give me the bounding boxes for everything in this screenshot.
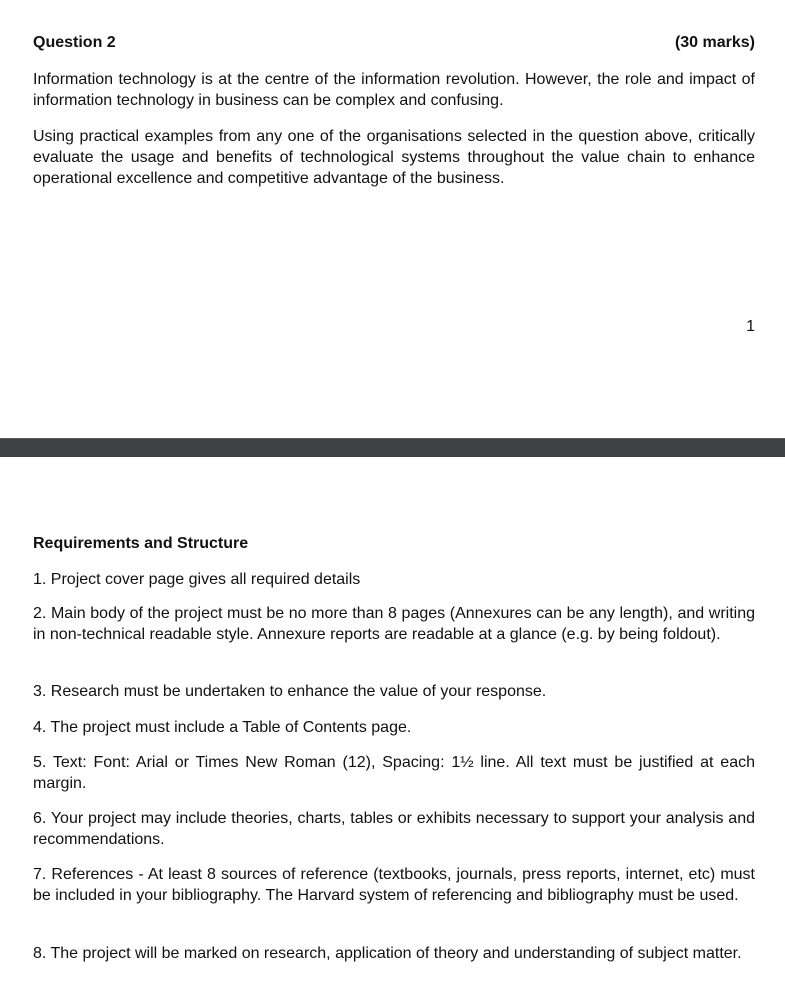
list-item: 5. Text: Font: Arial or Times New Roman (12), Spacing: 1½ line. All text must be justified at each margin. xyxy=(33,754,755,792)
question-paragraph-2: Using practical examples from any one of the organisations selected in the question above, critically evaluate the usage and benefits of technological systems throughout the value chain to enhance operational excellence and competitive advantage of the business. xyxy=(33,128,755,187)
list-item: 8. The project will be marked on research, application of theory and understanding of subject matter. xyxy=(33,945,742,962)
list-item: 3. Research must be undertaken to enhance the value of your response. xyxy=(33,683,547,700)
page-number: 1 xyxy=(746,318,755,335)
list-item: 7. References - At least 8 sources of reference (textbooks, journals, press reports, internet, etc) must be included in your bibliography. The Harvard system of referencing and bibliography must be used. xyxy=(33,866,755,904)
list-item: 2. Main body of the project must be no more than 8 pages (Annexures can be any length), and writing in non-technical readable style. Annexure reports are readable at a glance (e.g. by being foldout). xyxy=(33,605,755,643)
list-item: 4. The project must include a Table of Contents page. xyxy=(33,719,412,736)
document-page-top xyxy=(0,0,785,438)
question-marks: (30 marks) xyxy=(674,34,755,51)
list-item: 6. Your project may include theories, charts, tables or exhibits necessary to support your analysis and recommendations. xyxy=(33,810,755,848)
question-title: Question 2 xyxy=(33,34,116,51)
question-header xyxy=(33,34,755,56)
requirements-heading: Requirements and Structure xyxy=(33,535,249,552)
page-separator xyxy=(0,438,785,457)
question-paragraph-1: Information technology is at the centre of the information revolution. However, the role and impact of information technology in business can be complex and confusing. xyxy=(33,71,755,109)
document-page-bottom xyxy=(0,457,785,995)
list-item: 1. Project cover page gives all required details xyxy=(33,571,361,588)
